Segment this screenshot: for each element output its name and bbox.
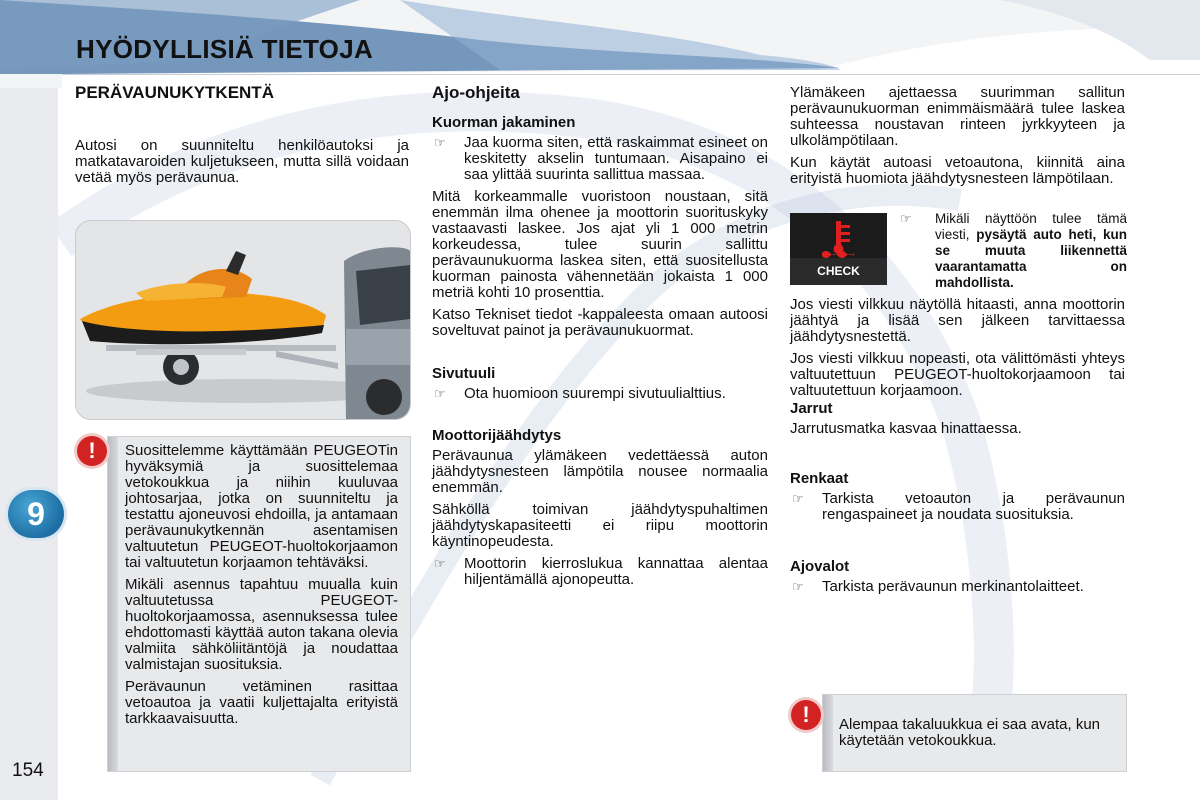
warning-text-left — [125, 443, 398, 733]
warning-box-right — [822, 694, 1127, 772]
warning-icon: ! — [791, 700, 821, 730]
pointing-hand-icon: ☞ — [900, 211, 912, 226]
bullet-text: Jaa kuorma siten, että raskaimmat esineet on keskitetty akselin tuntumaan. Aisapaino ei saa ylittää suurinta sallittua massaa. — [464, 134, 768, 183]
page-header-title: HYÖDYLLISIÄ TIETOJA — [76, 34, 374, 64]
bullet-item — [432, 556, 768, 588]
pointing-hand-icon: ☞ — [792, 579, 804, 594]
warning-icon: ! — [77, 436, 107, 466]
check-text-plain: Mikäli näyttöön tulee tämä viesti, — [935, 211, 1127, 242]
body-paragraph: Kun käytät autoasi vetoautona, kiinnitä aina erityistä huomiota jäähdytysnesteen lämpötilaan. — [790, 154, 1125, 187]
body-paragraph: Jarrutusmatka kasvaa hinattaessa. — [790, 420, 1022, 437]
subsection-title: Kuorman jakaminen — [432, 114, 576, 131]
pointing-hand-icon: ☞ — [434, 556, 446, 571]
body-paragraph: Jos viesti vilkkuu nopeasti, ota välittömästi yhteys valtuutettuun PEUGEOT-huoltokorjaamoon tai valtuutettuun korjaamoon. — [790, 350, 1125, 399]
section-heading: PERÄVAUNUKYTKENTÄ — [75, 83, 274, 102]
pointing-hand-icon: ☞ — [792, 491, 804, 506]
trailer-jetski-illustration — [75, 220, 411, 420]
body-paragraph: Jos viesti vilkkuu näytöllä hitaasti, anna moottorin jäähtyä ja lisää sen jälkeen tarvittaessa jäähdytysnestettä. — [790, 296, 1125, 345]
body-paragraph: Mitä korkeammalle vuoristoon noustaan, sitä enemmän ilma ohenee ja moottorin suorituskyky vastaavasti laskee. Jos ajat yli 1 000 metrin korkeudessa, tulee suurin sallittu perävaunukuorma laskea siten, että suositellusta kuorman painosta vähennetään jokaista 1 000 metriä kohti 10 prosenttia. — [432, 188, 768, 301]
bullet-item — [432, 135, 768, 183]
coolant-temperature-warning-icon — [790, 213, 887, 285]
trailer-image — [76, 221, 410, 419]
warning-side-bar — [823, 695, 833, 771]
subsection-title: Sivutuuli — [432, 365, 496, 382]
warning-paragraph: Perävaunun vetäminen rasittaa vetoautoa ja vaatii kuljettajalta erityistä tarkkaavaisuutta. — [125, 678, 398, 727]
page-number: 154 — [12, 760, 44, 781]
subsection-title: Ajovalot — [790, 558, 850, 575]
bullet-text: Tarkista perävaunun merkinantolaitteet. — [822, 578, 1084, 595]
check-label: CHECK — [817, 264, 860, 278]
column-middle — [432, 85, 768, 594]
column-right-lower — [790, 297, 1125, 601]
subsection-title: Moottorijäähdytys — [432, 427, 562, 444]
subsection-title: Jarrut — [790, 400, 833, 417]
body-paragraph: Sähköllä toimivan jäähdytyspuhaltimen jäähdytyskapasiteetti ei riipu moottorin käyntinopeudesta. — [432, 501, 768, 550]
warning-side-bar — [108, 437, 118, 771]
bullet-item — [790, 579, 1125, 595]
warning-paragraph: Mikäli asennus tapahtuu muualla kuin valtuutetussa PEUGEOT-huoltokorjaamossa, asennuksessa tulee ehdottomasti käyttää auton takana olevia valmiita sähköliitäntöjä ja noudattaa valmistajan suosituksia. — [125, 576, 398, 673]
pointing-hand-icon: ☞ — [434, 135, 446, 150]
bullet-text: Tarkista vetoauton ja perävaunun rengaspaineet ja noudata suosituksia. — [822, 490, 1125, 523]
column-right — [790, 85, 1125, 193]
bullet-text: Moottorin kierroslukua kannattaa alentaa hiljentämällä ajonopeutta. — [464, 555, 768, 588]
left-margin-band — [0, 88, 58, 800]
warning-box-left — [107, 436, 411, 772]
body-paragraph: Katso Tekniset tiedot -kappaleesta omaan autoosi soveltuvat painot ja perävaunukuormat. — [432, 306, 768, 339]
subsection-title: Renkaat — [790, 470, 849, 487]
check-text-bold: pysäytä auto heti, kun se muuta liikennettä vaarantamatta on mahdollista. — [935, 227, 1127, 290]
header-divider — [62, 74, 1200, 75]
warning-text-right: Alempaa takaluukkua ei saa avata, kun käytetään vetokoukkua. — [839, 716, 1100, 749]
body-paragraph: Perävaunua ylämäkeen vedettäessä auton jäähdytysnesteen lämpötila nousee normaalia enemmän. — [432, 447, 768, 496]
bullet-item — [790, 491, 1125, 523]
pointing-hand-icon: ☞ — [434, 386, 446, 401]
section-heading: Ajo-ohjeita — [432, 83, 520, 102]
intro-paragraph: Autosi on suunniteltu henkilöautoksi ja matkatavaroiden kuljetukseen, mutta sillä voidaan vetää myös perävaunua. — [75, 137, 409, 186]
column-left — [75, 85, 409, 192]
check-message-text — [935, 211, 1127, 291]
bullet-text: Ota huomioon suurempi sivutuulialttius. — [464, 385, 726, 402]
chapter-badge: 9 — [8, 490, 64, 538]
bullet-item — [432, 386, 768, 402]
warning-paragraph: Suosittelemme käyttämään PEUGEOTin hyväksymiä ja suosittelemaa vetokoukkua ja niihin kuuluvaa johtosarjaa, jotka on suunniteltu ja testattu ajoneuvosi ehdoilla, ja antamaan perävaunukytkennän asentamisen valtuutetun PEUGEOT-huoltokorjaamon tai valtuutetun korjaamon tehtäväksi. — [125, 442, 398, 571]
body-paragraph: Ylämäkeen ajettaessa suurimman sallitun perävaunukuorman enimmäismäärä tulee laskea suhteessa noustavan rinteen jyrkkyyteen ja ulkolämpötilaan. — [790, 84, 1125, 149]
